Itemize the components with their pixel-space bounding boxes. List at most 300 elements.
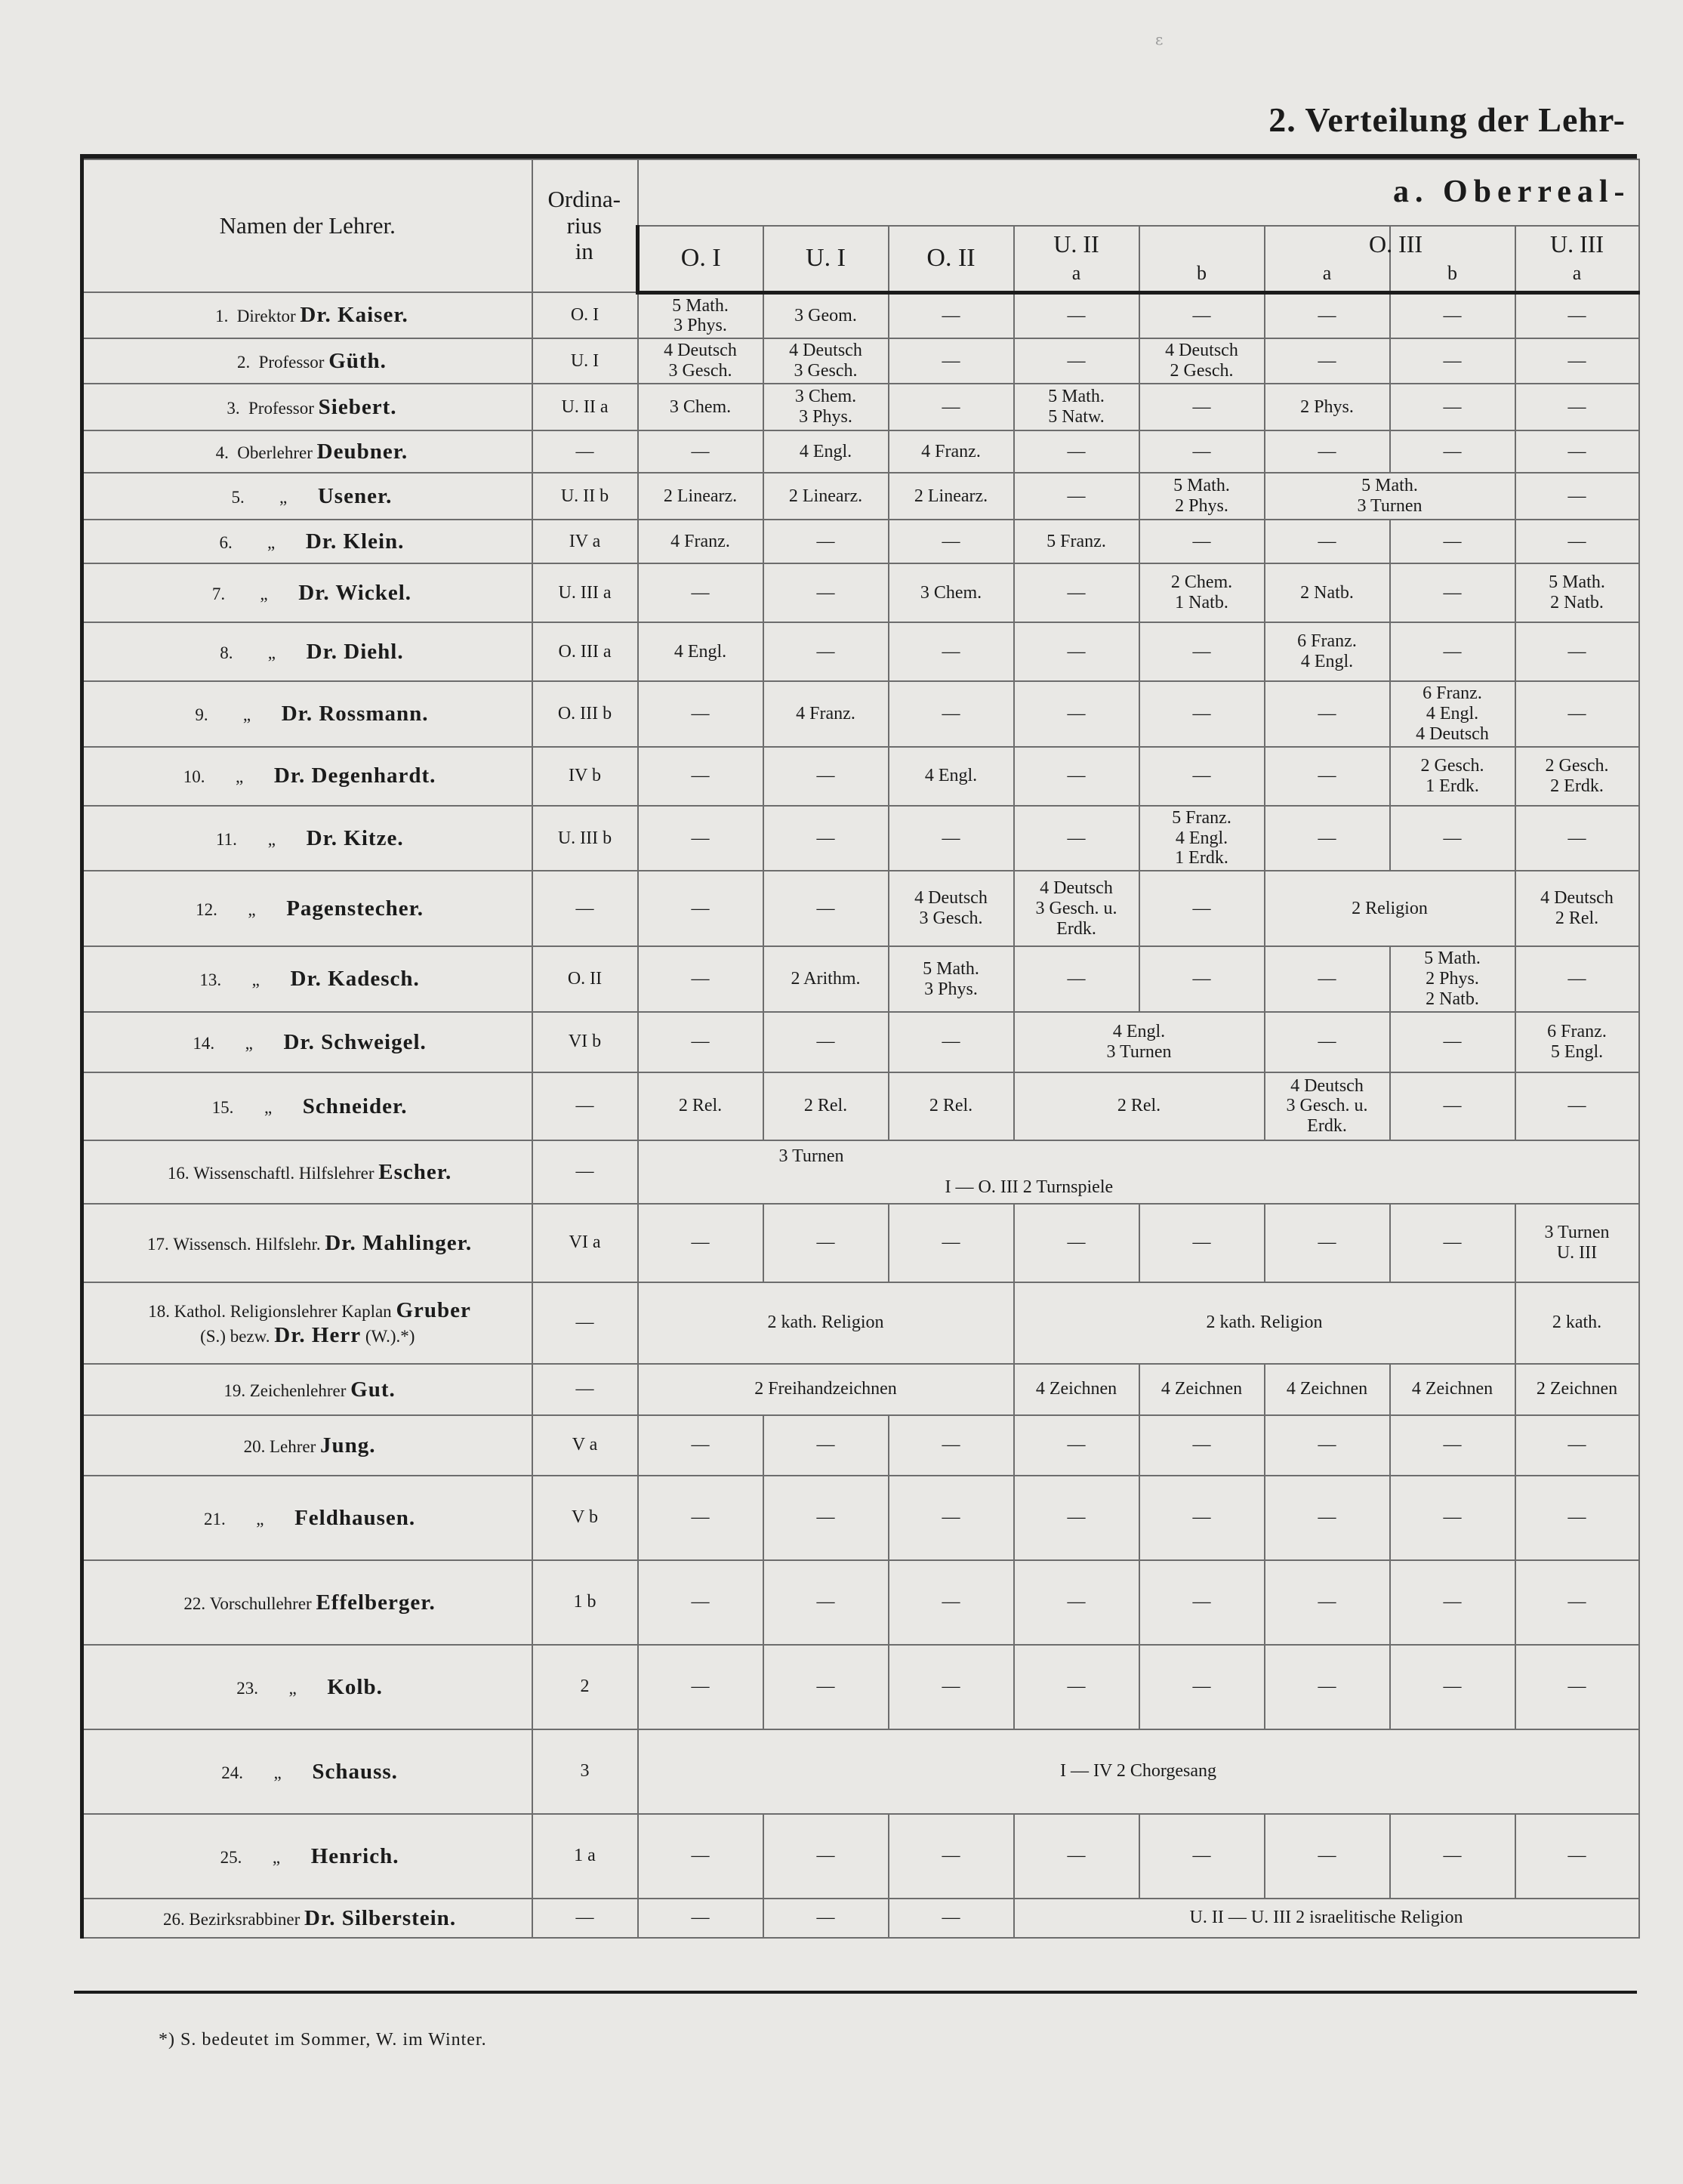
span-cell-oiii: 5 Math. 3 Turnen — [1265, 473, 1515, 520]
table-row — [82, 622, 1639, 681]
table-cell: — — [763, 622, 889, 681]
table-row — [82, 747, 1639, 806]
table-cell: — — [889, 384, 1014, 430]
teacher-surname: Dr. Diehl. — [306, 639, 404, 664]
table-cell: 4 Franz. — [638, 520, 763, 563]
teacher-title-note: (W.).*) — [365, 1326, 415, 1346]
teacher-surname: Pagenstecher. — [286, 896, 424, 921]
row-number: 9. — [195, 705, 208, 725]
row-number: 17. — [147, 1234, 169, 1254]
table-cell: — — [1390, 430, 1515, 473]
table-cell: — — [638, 1476, 763, 1560]
teacher-name-cell — [82, 1364, 532, 1415]
table-cell: 4 Engl. — [638, 622, 763, 681]
table-row — [82, 292, 1639, 338]
teacher-title: „ — [264, 1097, 273, 1117]
table-cell: — — [889, 1899, 1014, 1938]
teacher-title: Kathol. Religionslehrer Kaplan — [174, 1302, 392, 1322]
table-cell: — — [1390, 1645, 1515, 1729]
table-cell: 2 Zeichnen — [1515, 1364, 1639, 1415]
teacher-title: Professor — [248, 398, 314, 418]
table-cell: — — [1515, 681, 1639, 747]
table-cell: — — [1265, 806, 1390, 871]
ordinarius-cell: — — [532, 1899, 638, 1938]
teacher-surname: Schauss. — [312, 1759, 398, 1784]
row-number: 14. — [193, 1033, 215, 1053]
table-cell: 3 Chem. — [889, 563, 1014, 622]
table-cell: — — [889, 338, 1014, 384]
teacher-surname: Feldhausen. — [294, 1505, 416, 1530]
row-number: 13. — [199, 970, 222, 990]
table-cell: 5 Math. 5 Natw. — [1014, 384, 1139, 430]
teacher-title-secondary: (S.) bezw. — [200, 1326, 270, 1346]
table-cell: — — [1390, 563, 1515, 622]
span-cell-all-classes: I — IV 2 Chorgesang — [638, 1729, 1639, 1814]
teacher-surname: Dr. Kitze. — [306, 825, 404, 850]
table-cell: — — [1265, 1415, 1390, 1476]
table-cell: — — [1265, 1645, 1390, 1729]
table-cell: — — [889, 622, 1014, 681]
table-row — [82, 1560, 1639, 1645]
table-cell: — — [763, 1645, 889, 1729]
table-cell: — — [1265, 430, 1390, 473]
table-cell: — — [1139, 384, 1265, 430]
teacher-name-cell — [82, 1476, 532, 1560]
table-cell: — — [1139, 747, 1265, 806]
table-cell: — — [763, 1012, 889, 1072]
span-cell-turnen — [638, 1140, 1639, 1204]
row-number: 24. — [221, 1763, 243, 1782]
table-row — [82, 871, 1639, 946]
teacher-surname: Schneider. — [302, 1094, 408, 1118]
page-heading: 2. Verteilung der Lehr- — [1268, 100, 1626, 139]
table-cell: 2 Linearz. — [638, 473, 763, 520]
ordinarius-cell: VI a — [532, 1204, 638, 1282]
table-row — [82, 1072, 1639, 1140]
teacher-title: „ — [279, 487, 288, 507]
table-cell: 2 Gesch. 2 Erdk. — [1515, 747, 1639, 806]
teacher-surname: Usener. — [317, 483, 393, 508]
table-cell: — — [1139, 1560, 1265, 1645]
ordinarius-cell: U. III a — [532, 563, 638, 622]
table-cell: 2 Linearz. — [889, 473, 1014, 520]
table-row — [82, 1282, 1639, 1364]
table-cell: — — [1515, 292, 1639, 338]
header-class-oi: O. I — [638, 226, 763, 292]
span-cell-uii: 4 Engl. 3 Turnen — [1014, 1012, 1265, 1072]
table-cell: — — [1390, 1814, 1515, 1899]
span-cell-oiii: 2 Religion — [1265, 871, 1515, 946]
table-cell: 4 Deutsch 3 Gesch. u. Erdk. — [1265, 1072, 1390, 1140]
table-cell: — — [1265, 520, 1390, 563]
teacher-surname: Gut. — [350, 1377, 396, 1402]
ordinarius-cell: — — [532, 1140, 638, 1204]
teacher-title: „ — [248, 900, 256, 920]
teacher-title: Vorschullehrer — [209, 1593, 312, 1613]
table-cell: — — [638, 1814, 763, 1899]
table-cell: — — [1390, 520, 1515, 563]
table-cell: — — [638, 946, 763, 1012]
table-cell: 4 Deutsch 3 Gesch. — [763, 338, 889, 384]
row-number: 7. — [211, 584, 226, 603]
table-cell: — — [889, 806, 1014, 871]
table-cell: — — [1515, 520, 1639, 563]
table-cell: — — [1139, 946, 1265, 1012]
ordinarius-cell: — — [532, 871, 638, 946]
row-number: 15. — [211, 1097, 234, 1117]
table-cell: — — [1390, 1204, 1515, 1282]
table-cell: — — [1265, 1560, 1390, 1645]
ordinarius-cell: O. II — [532, 946, 638, 1012]
table-row — [82, 1645, 1639, 1729]
teacher-surname: Kolb. — [327, 1674, 383, 1699]
teacher-title: „ — [267, 532, 276, 552]
teacher-name-cell — [82, 1729, 532, 1814]
ordinarius-cell: 1 a — [532, 1814, 638, 1899]
ordinarius-cell: 2 — [532, 1645, 638, 1729]
table-cell: — — [1515, 806, 1639, 871]
table-cell: 3 Chem. 3 Phys. — [763, 384, 889, 430]
teacher-name-cell — [82, 946, 532, 1012]
table-cell: — — [1265, 1012, 1390, 1072]
table-cell: — — [763, 747, 889, 806]
table-cell: 2 kath. — [1515, 1282, 1639, 1364]
row-number: 11. — [215, 829, 237, 849]
ordinarius-cell: O. III a — [532, 622, 638, 681]
table-cell: 2 Phys. — [1265, 384, 1390, 430]
table-cell: 4 Zeichnen — [1014, 1364, 1139, 1415]
table-cell: — — [1515, 946, 1639, 1012]
table-cell: — — [1139, 1476, 1265, 1560]
table-cell: — — [1265, 1814, 1390, 1899]
teacher-name-cell — [82, 292, 532, 338]
table-row — [82, 1899, 1639, 1938]
table-cell: — — [1390, 806, 1515, 871]
table-cell: — — [638, 1645, 763, 1729]
table-cell: — — [1390, 622, 1515, 681]
table-cell: — — [1139, 1204, 1265, 1282]
table-cell: — — [1139, 292, 1265, 338]
teacher-name-cell — [82, 1560, 532, 1645]
table-row — [82, 1012, 1639, 1072]
table-cell: — — [1014, 622, 1139, 681]
header-class-ui: U. I — [763, 226, 889, 292]
table-row — [82, 1204, 1639, 1282]
teacher-name-cell — [82, 1204, 532, 1282]
table-cell: — — [638, 563, 763, 622]
table-cell: 5 Math. 2 Natb. — [1515, 563, 1639, 622]
table-cell: — — [1014, 430, 1139, 473]
header-uiii-label: U. III — [1549, 230, 1604, 258]
table-cell: — — [889, 292, 1014, 338]
table-cell: 4 Franz. — [889, 430, 1014, 473]
ordinarius-cell: U. III b — [532, 806, 638, 871]
teacher-title: „ — [256, 1509, 264, 1528]
row-number: 18. — [148, 1302, 170, 1322]
table-cell: 5 Math. 3 Phys. — [638, 292, 763, 338]
ordinarius-cell: 1 b — [532, 1560, 638, 1645]
table-cell: 2 Arithm. — [763, 946, 889, 1012]
teacher-name-cell — [82, 520, 532, 563]
header-oiii-a-label: a — [1322, 262, 1332, 285]
table-row — [82, 384, 1639, 430]
teacher-surname: Güth. — [328, 348, 387, 373]
header-class-oiii-b — [1368, 226, 1515, 292]
table-cell: — — [1014, 338, 1139, 384]
table-cell: — — [1139, 1645, 1265, 1729]
row-number: 10. — [183, 767, 205, 787]
table-cell: — — [1265, 292, 1390, 338]
teacher-surname: Dr. Klein. — [305, 529, 405, 554]
teacher-name-cell — [82, 563, 532, 622]
ordinarius-cell: IV a — [532, 520, 638, 563]
teacher-name-cell — [82, 747, 532, 806]
teacher-name-cell — [82, 1814, 532, 1899]
table-cell: 2 Rel. — [763, 1072, 889, 1140]
table-cell: — — [638, 1899, 763, 1938]
teacher-name-cell — [82, 1899, 532, 1938]
table-cell: — — [638, 1560, 763, 1645]
teacher-title: „ — [245, 1033, 253, 1053]
ordinarius-cell: — — [532, 1364, 638, 1415]
table-cell: — — [1515, 1415, 1639, 1476]
teacher-surname: Deubner. — [316, 439, 408, 464]
table-cell: — — [889, 1560, 1014, 1645]
teacher-name-cell — [82, 1072, 532, 1140]
header-teacher-names: Namen der Lehrer. — [82, 159, 532, 292]
row-number: 22. — [183, 1593, 206, 1613]
ordinarius-cell: 3 — [532, 1729, 638, 1814]
teacher-surname: Dr. Kaiser. — [300, 303, 408, 328]
table-cell: 4 Deutsch 3 Gesch. — [638, 338, 763, 384]
table-cell: — — [1265, 338, 1390, 384]
header-class-uii-a — [1014, 226, 1139, 292]
table-cell: 4 Franz. — [763, 681, 889, 747]
teacher-name-cell — [82, 622, 532, 681]
table-cell: — — [1265, 747, 1390, 806]
row-number: 6. — [219, 532, 233, 552]
table-cell: 6 Franz. 5 Engl. — [1515, 1012, 1639, 1072]
table-row — [82, 430, 1639, 473]
teacher-surname-secondary: Dr. Herr — [274, 1322, 362, 1347]
row-number: 19. — [223, 1380, 246, 1400]
table-cell: 2 Rel. — [889, 1072, 1014, 1140]
row-number: 8. — [220, 643, 233, 662]
table-cell: 2 Natb. — [1265, 563, 1390, 622]
span-cell-middle-classes: 2 kath. Religion — [1014, 1282, 1515, 1364]
teacher-title: Lehrer — [269, 1436, 316, 1456]
row-number: 26. — [163, 1909, 185, 1929]
table-cell: — — [1014, 1560, 1139, 1645]
table-cell: — — [763, 1899, 889, 1938]
ordinarius-cell: V a — [532, 1415, 638, 1476]
table-cell: — — [1139, 681, 1265, 747]
table-cell: — — [1139, 520, 1265, 563]
table-cell: — — [1390, 1012, 1515, 1072]
table-cell: — — [763, 1204, 889, 1282]
table-cell: — — [1515, 384, 1639, 430]
table-body — [82, 292, 1639, 1938]
teacher-name-cell — [82, 871, 532, 946]
table-cell: 4 Deutsch 3 Gesch. — [889, 871, 1014, 946]
table-cell: — — [889, 1415, 1014, 1476]
table-cell: — — [763, 1415, 889, 1476]
table-cell: 4 Zeichnen — [1265, 1364, 1390, 1415]
table-cell: 4 Deutsch 2 Rel. — [1515, 871, 1639, 946]
table-cell: — — [1139, 622, 1265, 681]
teacher-surname: Henrich. — [310, 1843, 399, 1868]
header-uiii-a-label: a — [1572, 262, 1582, 285]
teacher-name-cell — [82, 1012, 532, 1072]
table-cell: — — [1515, 338, 1639, 384]
teacher-surname: Dr. Degenhardt. — [273, 763, 436, 788]
row-number: 20. — [243, 1436, 266, 1456]
table-cell: 4 Zeichnen — [1139, 1364, 1265, 1415]
table-cell: — — [638, 1415, 763, 1476]
table-cell: — — [763, 1476, 889, 1560]
teacher-name-cell — [82, 384, 532, 430]
span-top-text: 3 Turnen — [778, 1146, 844, 1166]
table-cell: — — [889, 1814, 1014, 1899]
teacher-surname: Dr. Mahlinger. — [325, 1230, 473, 1255]
table-cell: — — [763, 520, 889, 563]
teacher-title: Zeichenlehrer — [249, 1380, 347, 1400]
table-cell: — — [638, 1012, 763, 1072]
table-cell: — — [1139, 1814, 1265, 1899]
table-cell: — — [638, 747, 763, 806]
teacher-name-cell — [82, 1282, 532, 1364]
ordinarius-cell: U. II a — [532, 384, 638, 430]
table-cell: — — [1515, 622, 1639, 681]
row-number: 2. — [236, 352, 251, 372]
teacher-surname: Gruber — [396, 1298, 471, 1323]
table-cell: 3 Chem. — [638, 384, 763, 430]
table-cell: — — [638, 806, 763, 871]
table-cell: 5 Math. 2 Phys. 2 Natb. — [1390, 946, 1515, 1012]
table-cell: — — [1014, 1204, 1139, 1282]
ordinarius-cell: O. I — [532, 292, 638, 338]
table-cell: — — [1515, 473, 1639, 520]
header-ordinarius: Ordina- rius in — [532, 159, 638, 292]
table-cell: — — [1014, 1814, 1139, 1899]
table-cell: — — [1014, 292, 1139, 338]
table-cell: 3 Geom. — [763, 292, 889, 338]
table-row — [82, 946, 1639, 1012]
row-number: 23. — [236, 1678, 258, 1698]
table-cell: — — [1390, 1072, 1515, 1140]
table-cell: — — [889, 1476, 1014, 1560]
teacher-name-cell — [82, 1415, 532, 1476]
teacher-surname: Dr. Schweigel. — [283, 1029, 427, 1054]
ordinarius-cell: VI b — [532, 1012, 638, 1072]
table-cell: — — [1014, 681, 1139, 747]
teacher-surname: Dr. Wickel. — [298, 580, 412, 605]
teacher-name-cell — [82, 681, 532, 747]
teacher-title: „ — [288, 1678, 297, 1698]
teacher-surname: Dr. Rossmann. — [281, 702, 429, 726]
margin-mark: ε — [1155, 30, 1164, 48]
ordinarius-cell: U. II b — [532, 473, 638, 520]
row-number: 21. — [203, 1509, 226, 1528]
table-cell: — — [1014, 1645, 1139, 1729]
table-cell: 5 Math. 3 Phys. — [889, 946, 1014, 1012]
table-cell: — — [1515, 1476, 1639, 1560]
table-cell: 4 Zeichnen — [1390, 1364, 1515, 1415]
table-row — [82, 806, 1639, 871]
row-number: 12. — [196, 900, 217, 920]
header-school-type: a. Oberreal- — [638, 159, 1639, 226]
table-cell: — — [889, 1012, 1014, 1072]
table-cell: — — [763, 871, 889, 946]
teacher-title: Wissenschaftl. Hilfslehrer — [193, 1163, 375, 1183]
table-cell: — — [1515, 1814, 1639, 1899]
teacher-title: „ — [267, 643, 276, 662]
table-cell: 2 Linearz. — [763, 473, 889, 520]
table-cell: 2 Chem. 1 Natb. — [1139, 563, 1265, 622]
table-cell: 2 Rel. — [638, 1072, 763, 1140]
teacher-title: Professor — [258, 352, 325, 372]
table-cell: — — [1390, 384, 1515, 430]
table-cell: — — [763, 806, 889, 871]
header-uii-b-label: b — [1197, 262, 1207, 285]
header-oiii-b-label: b — [1447, 262, 1457, 285]
row-number: 1. — [215, 307, 229, 326]
teacher-surname: Siebert. — [318, 394, 397, 419]
teacher-name-cell — [82, 430, 532, 473]
table-row — [82, 1140, 1639, 1204]
table-row — [82, 338, 1639, 384]
table-cell: 4 Engl. — [763, 430, 889, 473]
table-cell: — — [889, 1645, 1014, 1729]
span-cell-religion: U. II — U. III 2 israelitische Religion — [1014, 1899, 1639, 1938]
ordinarius-cell: IV b — [532, 747, 638, 806]
teacher-name-cell — [82, 1645, 532, 1729]
table-cell: — — [1390, 1476, 1515, 1560]
table-cell: — — [1139, 430, 1265, 473]
table-cell: — — [1390, 338, 1515, 384]
table-cell: — — [889, 1204, 1014, 1282]
table-cell: 6 Franz. 4 Engl. 4 Deutsch — [1390, 681, 1515, 747]
table-cell: 2 Gesch. 1 Erdk. — [1390, 747, 1515, 806]
ordinarius-cell: — — [532, 430, 638, 473]
teacher-title: „ — [236, 767, 244, 787]
ordinarius-cell: — — [532, 1072, 638, 1140]
table-cell: 6 Franz. 4 Engl. — [1265, 622, 1390, 681]
table-row — [82, 1814, 1639, 1899]
table-cell: — — [638, 681, 763, 747]
row-number: 3. — [227, 398, 240, 418]
teacher-title: „ — [242, 705, 251, 725]
teacher-title: „ — [260, 584, 268, 603]
table-row — [82, 563, 1639, 622]
teacher-surname: Effelberger. — [316, 1590, 436, 1615]
row-number: 25. — [220, 1847, 242, 1867]
teacher-title: „ — [251, 970, 260, 990]
ordinarius-cell: — — [532, 1282, 638, 1364]
table-cell: — — [1014, 563, 1139, 622]
table-cell: — — [889, 681, 1014, 747]
ordinarius-cell: U. I — [532, 338, 638, 384]
table-cell: — — [1014, 747, 1139, 806]
table-cell: — — [1014, 1415, 1139, 1476]
table-cell: — — [1515, 1645, 1639, 1729]
teacher-surname: Jung. — [320, 1433, 376, 1458]
ordinarius-cell: V b — [532, 1476, 638, 1560]
row-number: 4. — [215, 443, 229, 462]
span-cell-upper-classes: 2 Freihandzeichnen — [638, 1364, 1014, 1415]
table-cell: — — [1390, 1415, 1515, 1476]
table-cell: — — [1515, 1560, 1639, 1645]
